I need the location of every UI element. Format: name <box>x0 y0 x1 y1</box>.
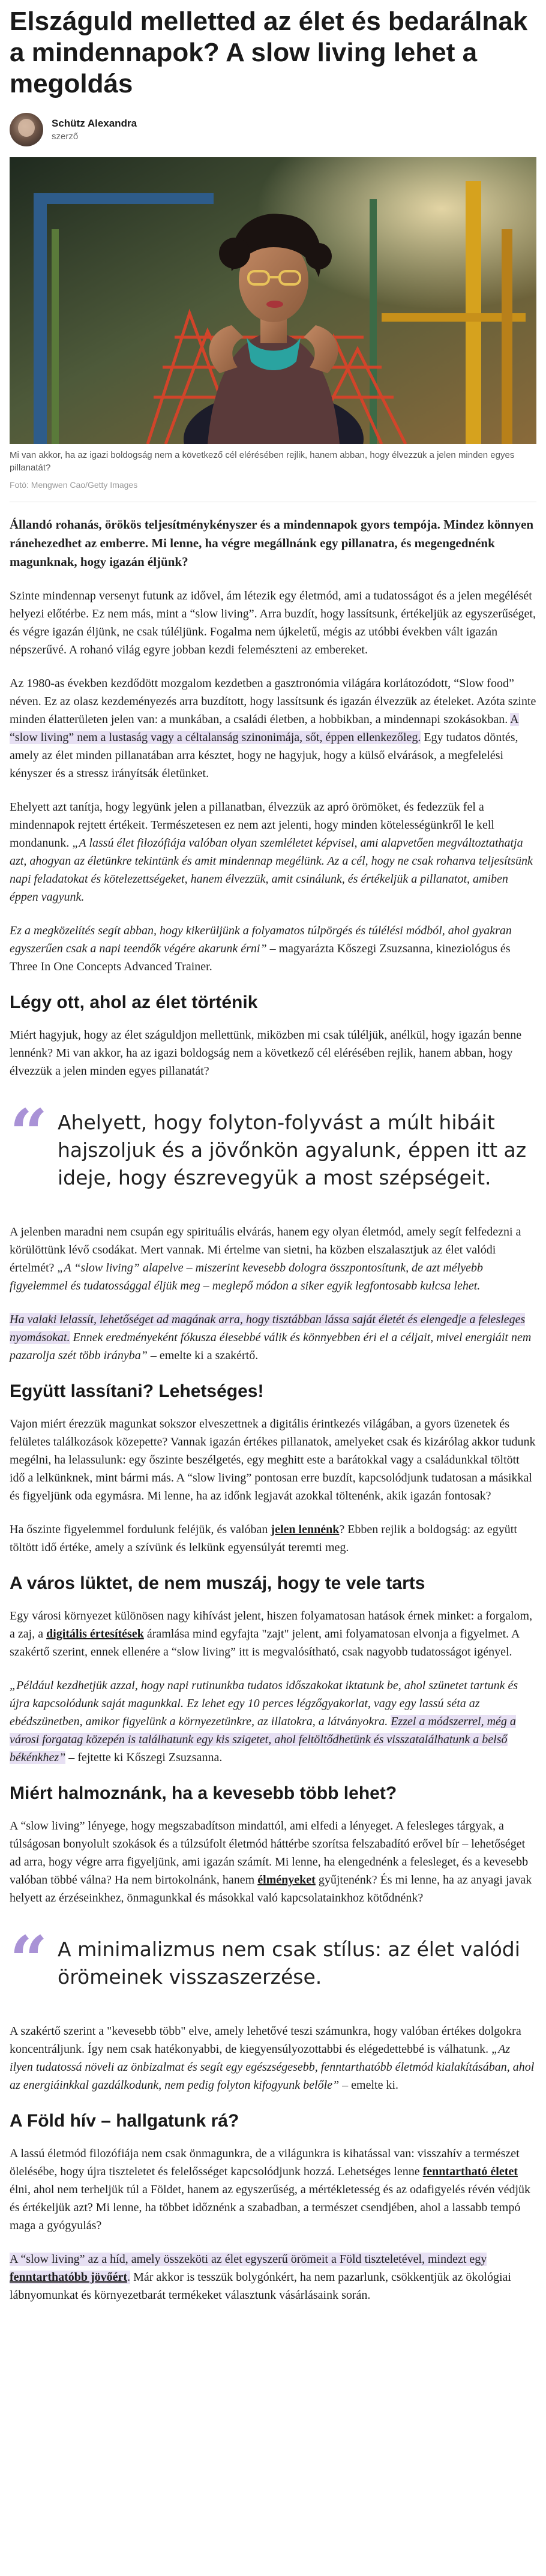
article-link[interactable]: fenntartható életet <box>422 2165 518 2178</box>
text-run: Egy városi környezet különösen nagy kihívást jelent, hiszen folyamatosan hatások érnek minket: a forgalom, a zaj, a <box>10 1609 533 1641</box>
image-credit: Fotó: Mengwen Cao/Getty Images <box>10 480 138 490</box>
quote-mark-icon: “ <box>10 1921 48 1999</box>
text-run: áramlása mind egyfajta "zajt" jelent, ami folyamatosan elvonja a figyelmet. A szakértő szerint, ennek ellenére a “slow living” itt is megvalósítható, csak nagyobb tudatosságot igényel. <box>10 1627 520 1659</box>
text-run: A lassú életmód filozófiája nem csak önmagunkra, de a világunkra is kihatással van: visszahív a természet ölelésébe, hogy újra tiszteletet és felelősséget kapcsolódjunk hozzá. Lehetséges lenne <box>10 2147 520 2178</box>
text-run: élni, ahol nem terheljük túl a Földet, hanem az egyszerűség, a mértékletesség és az odafigyelés révén védjük és értékeljük azt? Mi lenne, ha többet időznénk a szabadban, a természet csendjében, ahol a lassabb tempó maga a gyógyulás? <box>10 2183 531 2232</box>
section-heading: Miért halmoznánk, ha a kevesebb több lehet? <box>10 1783 397 1803</box>
paragraph-3 <box>10 798 536 906</box>
text-run: A “slow living” lényege, hogy megszabadítson mindattól, ami elfedi a lényeget. A felesleges tárgyak, a túlságosan bonyolult szokások és a túlzsúfolt életmód háttérbe szorítsa felszabadító erővel bír – lehetőséget ad arra, hogy végre arra figyeljünk, ami igazán számít. Mi lenne, ha elengednénk a felesleget, és a kevesebb valóban többé válna? Ha nem birtokolnánk, hanem <box>10 1819 529 1887</box>
section-heading: Együtt lassítani? Lehetséges! <box>10 1381 264 1401</box>
article-title: Elszáguld melletted az élet és bedarálnak a mindennapok? A slow living lehet a megoldás <box>10 7 528 98</box>
paragraph-8: Vajon miért érezzük magunkat sokszor elveszettnek a digitális érintkezés világában, a gyors üzenetek és felületes találkozások közepette? Vannak igazán értékes pillanatok, amelyeket csak és kizárólag akkor tudunk megélni, ha lelassulunk: egy őszinte beszélgetés, egy meghitt este a barátokkal vagy a családunkkal töltött idő a lelkünknek, mint bármi más. A “slow living” pontosan erre buzdít, kapcsolódjunk tudatosan a másikkal és figyeljünk oda egymásra. Mi lenne, ha az időnk legjavát azokkal töltenénk, akik igazán fontosak? <box>10 1417 536 1503</box>
author-block[interactable] <box>10 113 536 146</box>
avatar[interactable] <box>10 113 43 146</box>
article <box>0 6 546 2344</box>
expert-quote: Ennek eredményeként fókusza élesebbé válik és könnyebben éri el a céljait, mivel energiáit nem pazarolja szét több irányba” <box>10 1331 532 1362</box>
article-link[interactable]: élményeket <box>257 1873 316 1887</box>
paragraph-11 <box>10 1677 536 1767</box>
text-run: A jelenben maradni nem csupán egy spirituális elvárás, hanem egy olyan életmód, amely segít felfedezni a körülöttünk lévő csodákat. Mert vannak. Mi értelme van sietni, ha közben elszalasztjuk az élet valódi értelmét? <box>10 1225 521 1274</box>
pull-quote <box>10 1921 536 1999</box>
author-name[interactable]: Schütz Alexandra <box>52 118 137 129</box>
paragraph-12 <box>10 1817 536 1907</box>
text-run: Az 1980-as években kezdődött mozgalom kezdetben a gasztronómia világára korlátozódott, “Slow food” néven. Ez az olasz kezdeményezés arra buzdított, hogy lassítsunk és igazán élvezzük az ételeket. Azóta szinte minden élatterületen jelen van: a munkában, a családi életben, a hobbikban, a mindennapi szokásokban. <box>10 677 536 726</box>
image-caption: Mi van akkor, ha az igazi boldogság nem a következő cél elérésében rejlik, hanem abban, hogy élvezzük a jelen minden egyes pillanatát? <box>10 450 515 473</box>
text-run: – fejtette ki Kőszegi Zsuzsanna. <box>65 1751 223 1764</box>
paragraph-9 <box>10 1521 536 1557</box>
author-info <box>52 118 137 142</box>
highlighted-text: . <box>127 2271 131 2284</box>
paragraph-15 <box>10 2250 536 2304</box>
paragraph-1: Szinte mindennap versenyt futunk az idővel, ám létezik egy életmód, ami a tudatosságot és a jelen megélését helyezi előtérbe. Ez nem más, mint a “slow living”. Arra buzdít, hogy lassítsunk, értékeljük az egyszerűséget, és végre igazán éljünk, ne csak túléljünk. Fogalma nem újkeletű, mégis az utóbbi években vált igazán népszerűvé. A rohanó világ egyre jobban kezdi felemészteni az embereket. <box>10 589 536 656</box>
text-run: Ha őszinte figyelemmel fordulunk feléjük, és valóban <box>10 1523 271 1536</box>
expert-quote: „Például kezdhetjük azzal, hogy napi rutinunkba tudatos időszakokat iktatunk be, ahol szünetet tartunk és újra kapcsolódunk saját magunkkal. Ez lehet egy 10 perces légzőgyakorlat, vagy egy lassú séta az ebédszünetben, amikor figyelünk a környezetünkre, az illatokra, a látványokra. <box>10 1679 518 1728</box>
paragraph-7 <box>10 1311 536 1365</box>
highlighted-quote: Ha valaki lelassít, lehetőséget ad magának arra, hogy tisztábban lássa saját életét és elengedje a felesleges nyomásokat. <box>10 1313 526 1344</box>
pull-quote-text: A minimalizmus nem csak stílus: az élet valódi örömeinek visszaszerzése. <box>58 1938 520 1989</box>
paragraph-13 <box>10 2022 536 2094</box>
text-run: ? Ebben rejlik a boldogság: az együtt töltött idő értéke, amely a szívünk és lelkünk egyensúlyát teremti meg. <box>10 1523 517 1554</box>
article-link[interactable]: digitális értesítések <box>46 1627 144 1641</box>
section-heading: A város lüktet, de nem muszáj, hogy te vele tarts <box>10 1573 425 1593</box>
section-heading: Légy ott, ahol az élet történik <box>10 992 258 1012</box>
expert-quote: „A “slow living” alapelve – miszerint kevesebb dologra összpontosítunk, de azt mélyebb figyelemmel és tudatossággal éljük meg – meglepő módon a siker egyik legfontosabb kulcsa lehet. <box>10 1261 483 1293</box>
text-run: – emelte ki a szakértő. <box>147 1349 259 1362</box>
text-run: – emelte ki. <box>339 2079 398 2092</box>
pull-quote-text: Ahelyett, hogy folyton-folyvást a múlt hibáit hajszoljuk és a jövőnkön agyalunk, éppen itt az ideje, hogy észrevegyük a most szépségeit. <box>58 1111 527 1189</box>
hero-photo-illustration <box>10 157 536 444</box>
article-link[interactable]: fenntarthatóbb jövőért <box>10 2271 128 2284</box>
highlighted-quote: Ezzel a módszerrel, még a városi forgatag közepén is találhatunk egy kis szigetet, ahol feltöltődhetünk és visszatalálhatunk a belső békénkhez” <box>10 1715 516 1764</box>
paragraph-14 <box>10 2145 536 2235</box>
text-run: Már akkor is tesszük bolygónkért, ha nem pazarlunk, csökkentjük az ökológiai lábnyomunkat és környezetbarát termékeket választunk vásárlásaink során. <box>10 2271 511 2302</box>
text-run: gyűjtenénk? És mi lenne, ha az anyagi javak helyett az érzéseinkhez, önmagunkkal és másokkal való kapcsolatainkhoz kötődnénk? <box>10 1873 532 1905</box>
paragraph-5: Miért hagyjuk, hogy az élet száguldjon mellettünk, miközben mi csak túléljük, anélkül, hogy igazán benne lennénk? Mi van akkor, ha az igazi boldogság nem a következő cél elérésében rejlik, hanem abban, hogy élvezzük a jelen minden egyes pillanatát? <box>10 1028 522 1078</box>
paragraph-4 <box>10 922 536 976</box>
section-heading: A Föld hív – hallgatunk rá? <box>10 2111 239 2131</box>
expert-quote: „Az ilyen tudatossá növeli az önbizalmat és segít egy egészségesebb, fenntarthatóbb életmód kialakításában, ahol az energiáinkkal gazdálkodunk, nem pedig folyton kifogyunk belőle” <box>10 2043 535 2092</box>
article-link[interactable]: jelen lennénk <box>271 1523 340 1536</box>
text-run: Ehelyett azt tanítja, hogy legyünk jelen a pillanatban, élvezzük az apró örömöket, és fedezzük fel a mindennapok rejtett értékeit. Természetesen ez nem azt jelenti, hogy minden kötelességünkről le kell mondanunk. <box>10 800 494 850</box>
paragraph-6 <box>10 1223 536 1295</box>
paragraph-2 <box>10 674 536 782</box>
author-role: szerző <box>52 131 79 142</box>
lead-paragraph: Állandó rohanás, örökös teljesítménykényszer és a mindennapok gyors tempója. Mindez könnyen ránehezedhet az emberre. Mi lenne, ha végre megállnánk egy pillanatra, és megengednénk magunknak, hogy igazán éljünk? <box>10 517 534 569</box>
highlighted-text: A “slow living” nem a lustaság vagy a céltalanság szinonimája, sőt, éppen ellenkezőleg. <box>10 713 519 744</box>
text-run: – magyarázta Kőszegi Zsuzsanna, kineziológus és Three In One Concepts Advanced Trainer. <box>10 942 511 973</box>
pull-quote <box>10 1094 536 1192</box>
hero-image <box>10 157 536 444</box>
expert-quote: Ez a megközelítés segít abban, hogy kikerüljünk a folyamatos túlpörgés és túlélési módból, ahol gyakran egyszerűen csak a napi teendők végére akarunk érni” <box>10 924 512 955</box>
text-run: A szakértő szerint a "kevesebb több" elve, amely lehetővé teszi számunkra, hogy valóban értékes dolgokra koncentráljunk. Így nem csak hatékonyabbi, de kiegyensúlyozottabbi és elégedettebbé is válhatunk. <box>10 2025 521 2056</box>
text-run: Egy tudatos döntés, amely az élet minden pillanatában arra késztet, hogy ne hagyjuk, hogy a külső elvárások, a megfelelési kényszer és a stressz irányítsák életünket. <box>10 731 518 780</box>
highlighted-text: A “slow living” az a híd, amely összeköti az élet egyszerű örömeit a Föld tiszteletével, mindezt egy <box>10 2253 487 2266</box>
expert-quote: „A lassú élet filozófiája valóban olyan szemléletet képvisel, ami alapvetően megváltoztathatja azt, ahogyan az életünkre tekintünk és amit mindennap megélünk. Az a cél, hogy ne csak rohanva teljesítsünk napi feladatokat és kötelezettségeket, hanem élvezzük, amit csinálunk, és értékeljük a pillanatot, amiben éppen vagyunk. <box>10 836 533 904</box>
quote-mark-icon: “ <box>10 1094 48 1172</box>
paragraph-10 <box>10 1607 536 1661</box>
